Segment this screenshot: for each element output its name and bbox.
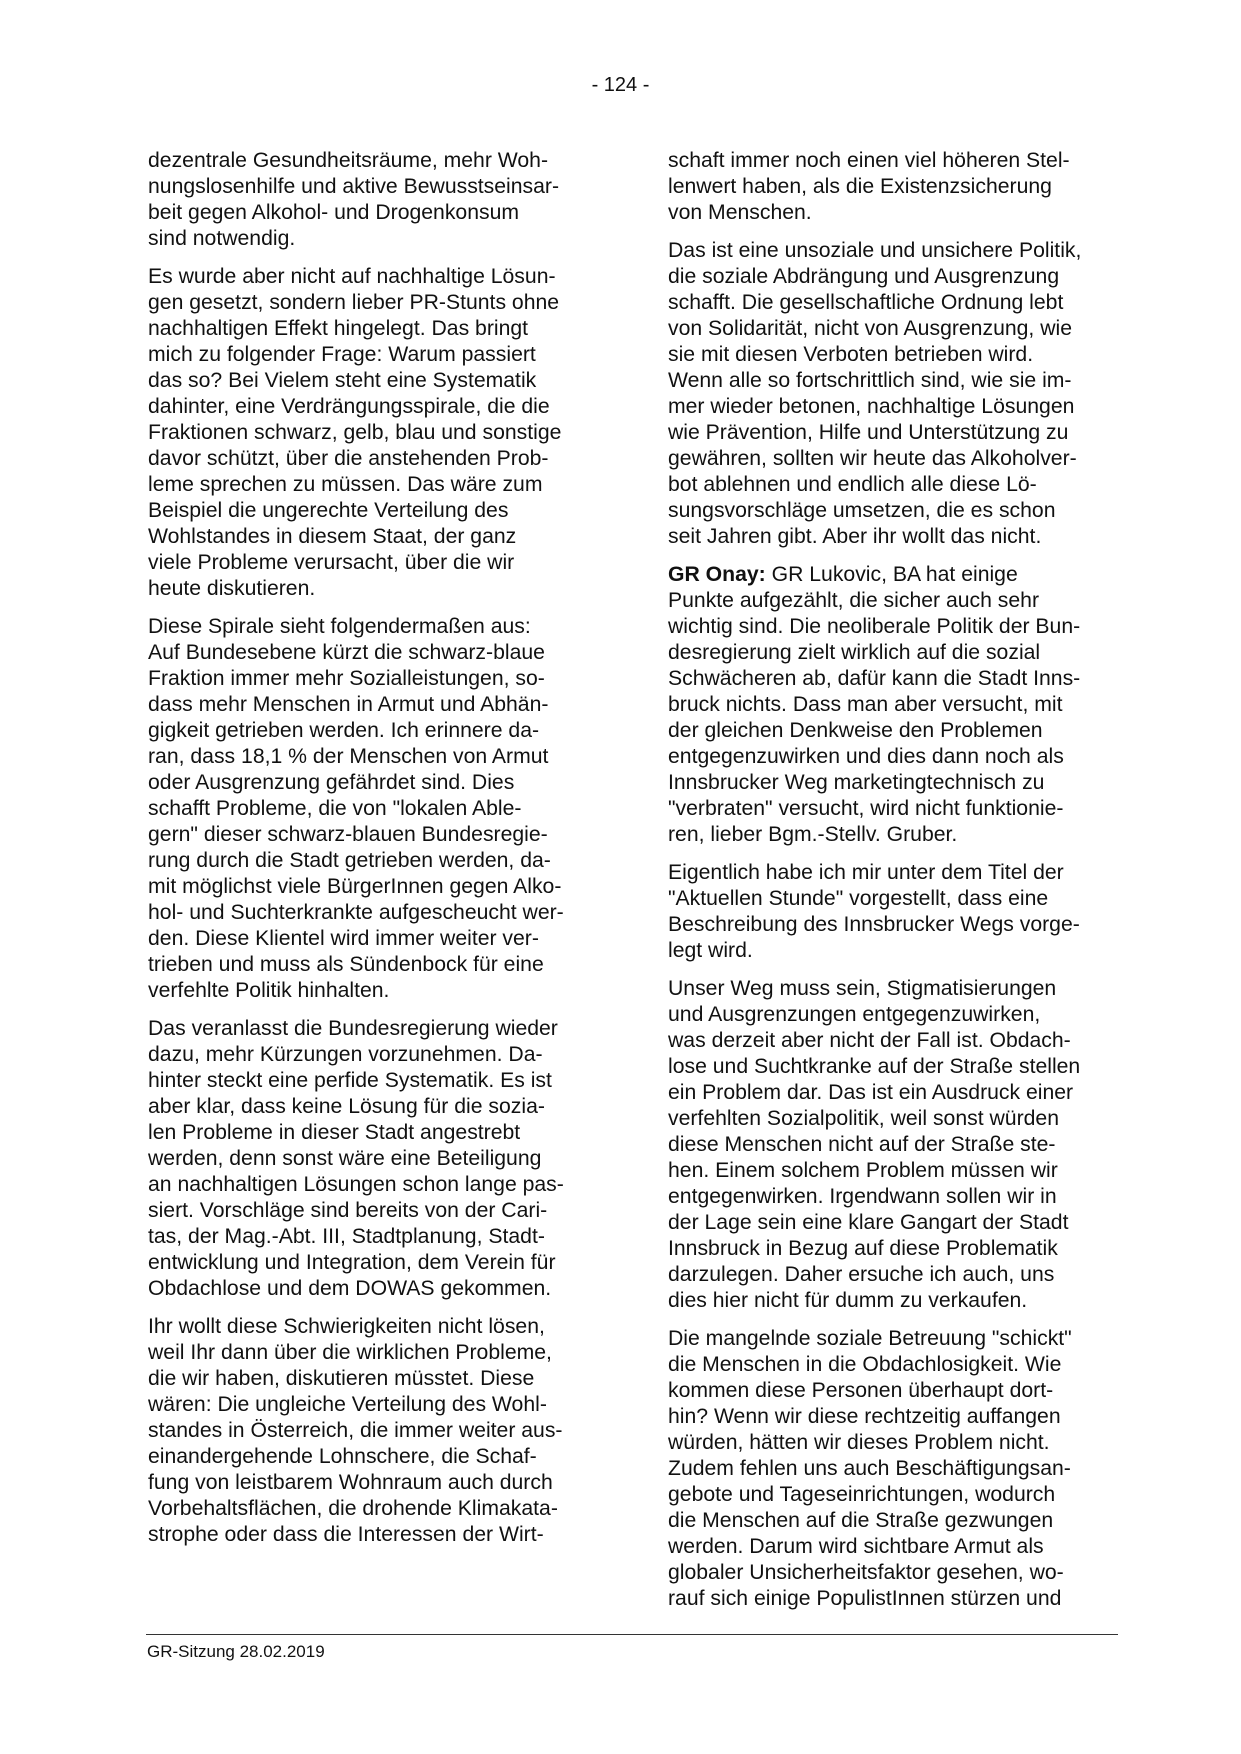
- text-line: den. Diese Klientel wird immer weiter ver-: [148, 927, 539, 950]
- text-line: Es wurde aber nicht auf nachhaltige Lösun-: [148, 265, 556, 288]
- text-line: schafft. Die gesellschaftliche Ordnung lebt: [668, 291, 1064, 314]
- text-line: Wohlstandes in diesem Staat, der ganz: [148, 525, 517, 548]
- text-line: was derzeit aber nicht der Fall ist. Obdach-: [668, 1029, 1071, 1052]
- text-line: "Aktuellen Stunde" vorgestellt, dass eine: [668, 887, 1049, 910]
- text-line: davor schützt, über die anstehenden Prob-: [148, 447, 549, 470]
- paragraph: [148, 264, 594, 602]
- text-line: viele Probleme verursacht, über die wir: [148, 551, 515, 574]
- text-line: beit gegen Alkohol- und Drogenkonsum: [148, 201, 520, 224]
- text-line: bot ablehnen und endlich alle diese Lö-: [668, 473, 1037, 496]
- paragraph: [668, 148, 1114, 226]
- text-line: rung durch die Stadt getrieben werden, da-: [148, 849, 551, 872]
- paragraph: [668, 238, 1114, 550]
- text-line: sie mit diesen Verboten betrieben wird.: [668, 343, 1034, 366]
- text-line: Innsbruck in Bezug auf diese Problematik: [668, 1237, 1058, 1260]
- text-line: Obdachlose und dem DOWAS gekommen.: [148, 1277, 552, 1300]
- text-line: wichtig sind. Die neoliberale Politik der Bun-: [668, 615, 1081, 638]
- text-line: wären: Die ungleiche Verteilung des Wohl-: [148, 1393, 547, 1416]
- text-line: mer wieder betonen, nachhaltige Lösungen: [668, 395, 1075, 418]
- text-line: wie Prävention, Hilfe und Unterstützung zu: [668, 421, 1069, 444]
- text-line: Unser Weg muss sein, Stigmatisierungen: [668, 977, 1057, 1000]
- text-line: die wir haben, diskutieren müsstet. Diese: [148, 1367, 535, 1390]
- text-line: hin? Wenn wir diese rechtzeitig auffangen: [668, 1405, 1061, 1428]
- text-line: Auf Bundesebene kürzt die schwarz-blaue: [148, 641, 545, 664]
- footer-divider: [146, 1634, 1118, 1635]
- text-line: gewähren, sollten wir heute das Alkoholver-: [668, 447, 1077, 470]
- text-line: siert. Vorschläge sind bereits von der Cari-: [148, 1199, 548, 1222]
- paragraph: [148, 148, 594, 252]
- text-line: nungslosenhilfe und aktive Bewusstseinsar-: [148, 175, 560, 198]
- text-line: ran, dass 18,1 % der Menschen von Armut: [148, 745, 549, 768]
- text-line: gigkeit getrieben werden. Ich erinnere da-: [148, 719, 540, 742]
- text-line: rauf sich einige PopulistInnen stürzen und: [668, 1587, 1062, 1610]
- text-line: bruck nichts. Dass man aber versucht, mit: [668, 693, 1063, 716]
- text-line: dazu, mehr Kürzungen vorzunehmen. Da-: [148, 1043, 543, 1066]
- footer-session-date: GR-Sitzung 28.02.2019: [147, 1642, 325, 1661]
- text-line: len Probleme in dieser Stadt angestrebt: [148, 1121, 521, 1144]
- right-column: [668, 148, 1114, 1624]
- text-line: die soziale Abdrängung und Ausgrenzung: [668, 265, 1060, 288]
- text-line: gen gesetzt, sondern lieber PR-Stunts ohne: [148, 291, 560, 314]
- text-line: Vorbehaltsflächen, die drohende Klimakata-: [148, 1497, 558, 1520]
- text-line: Beschreibung des Innsbrucker Wegs vorge-: [668, 913, 1080, 936]
- text-line: Das veranlasst die Bundesregierung wieder: [148, 1017, 558, 1040]
- text-line: entwicklung und Integration, dem Verein für: [148, 1251, 556, 1274]
- text-line: mich zu folgender Frage: Warum passiert: [148, 343, 536, 366]
- text-line: dass mehr Menschen in Armut und Abhän-: [148, 693, 549, 716]
- text-line: Beispiel die ungerechte Verteilung des: [148, 499, 509, 522]
- text-line: würden, hätten wir dieses Problem nicht.: [668, 1431, 1050, 1454]
- text-line: nachhaltigen Effekt hingelegt. Das bringt: [148, 317, 529, 340]
- text-line: dahinter, eine Verdrängungsspirale, die die: [148, 395, 550, 418]
- text-line: sungsvorschläge umsetzen, die es schon: [668, 499, 1056, 522]
- text-line: der gleichen Denkweise den Problemen: [668, 719, 1043, 742]
- text-line: strophe oder dass die Interessen der Wirt-: [148, 1523, 544, 1546]
- text-line: verfehlte Politik hinhalten.: [148, 979, 390, 1002]
- text-line: der Lage sein eine klare Gangart der Stadt: [668, 1211, 1069, 1234]
- text-line: dezentrale Gesundheitsräume, mehr Woh-: [148, 149, 549, 172]
- text-line: Innsbrucker Weg marketingtechnisch zu: [668, 771, 1045, 794]
- text-line: Fraktionen schwarz, gelb, blau und sonstige: [148, 421, 562, 444]
- text-line: trieben und muss als Sündenbock für eine: [148, 953, 544, 976]
- text-line: schaft immer noch einen viel höheren Stel-: [668, 149, 1070, 172]
- text-line: leme sprechen zu müssen. Das wäre zum: [148, 473, 543, 496]
- text-line: verfehlten Sozialpolitik, weil sonst würden: [668, 1107, 1059, 1130]
- speaker-name: GR Onay:: [668, 563, 766, 586]
- text-line: werden. Darum wird sichtbare Armut als: [668, 1535, 1044, 1558]
- text-line: Das ist eine unsoziale und unsichere Politik,: [668, 239, 1082, 262]
- text-line: von Menschen.: [668, 201, 812, 224]
- text-line: mit möglichst viele BürgerInnen gegen Alko-: [148, 875, 562, 898]
- text-line: Zudem fehlen uns auch Beschäftigungsan-: [668, 1457, 1071, 1480]
- paragraph: [148, 1016, 594, 1302]
- text-line: entgegenwirken. Irgendwann sollen wir in: [668, 1185, 1057, 1208]
- text-line: diese Menschen nicht auf der Straße ste-: [668, 1133, 1056, 1156]
- text-line: hol- und Suchterkrankte aufgescheucht wer-: [148, 901, 564, 924]
- text-line: hen. Einem solchem Problem müssen wir: [668, 1159, 1058, 1182]
- text-line: Wenn alle so fortschrittlich sind, wie sie im-: [668, 369, 1072, 392]
- text-line: Eigentlich habe ich mir unter dem Titel der: [668, 861, 1064, 884]
- text-line: schafft Probleme, die von "lokalen Able-: [148, 797, 522, 820]
- text-line: und Ausgrenzungen entgegenzuwirken,: [668, 1003, 1041, 1026]
- text-line: das so? Bei Vielem steht eine Systematik: [148, 369, 537, 392]
- text-line: standes in Österreich, die immer weiter aus-: [148, 1419, 563, 1442]
- paragraph: [148, 1314, 594, 1548]
- paragraph: [668, 1326, 1114, 1612]
- left-column: [148, 148, 594, 1560]
- text-line: globaler Unsicherheitsfaktor gesehen, wo-: [668, 1561, 1064, 1584]
- text-fragment: GR Lukovic, BA hat einige: [765, 563, 1018, 586]
- text-line: ren, lieber Bgm.-Stellv. Gruber.: [668, 823, 958, 846]
- text-line: lenwert haben, als die Existenzsicherung: [668, 175, 1052, 198]
- text-line: seit Jahren gibt. Aber ihr wollt das nicht.: [668, 525, 1042, 548]
- text-line: Fraktion immer mehr Sozialleistungen, so-: [148, 667, 545, 690]
- speaker-paragraph: [668, 562, 1114, 848]
- text-line: an nachhaltigen Lösungen schon lange pas-: [148, 1173, 564, 1196]
- text-line: darzulegen. Daher ersuche ich auch, uns: [668, 1263, 1055, 1286]
- text-line: lose und Suchtkranke auf der Straße stellen: [668, 1055, 1081, 1078]
- text-line: werden, denn sonst wäre eine Beteiligung: [148, 1147, 542, 1170]
- text-line: einandergehende Lohnschere, die Schaf-: [148, 1445, 537, 1468]
- text-line: oder Ausgrenzung gefährdet sind. Dies: [148, 771, 515, 794]
- text-line: legt wird.: [668, 939, 753, 962]
- text-line: Punkte aufgezählt, die sicher auch sehr: [668, 589, 1040, 612]
- paragraph: [148, 614, 594, 1004]
- text-line: "verbraten" versucht, wird nicht funktionie-: [668, 797, 1064, 820]
- text-line: desregierung zielt wirklich auf die sozial: [668, 641, 1041, 664]
- text-line: entgegenzuwirken und dies dann noch als: [668, 745, 1064, 768]
- text-line: von Solidarität, nicht von Ausgrenzung, wie: [668, 317, 1072, 340]
- text-line: sind notwendig.: [148, 227, 296, 250]
- text-line: aber klar, dass keine Lösung für die sozia-: [148, 1095, 545, 1118]
- text-line: weil Ihr dann über die wirklichen Probleme,: [148, 1341, 552, 1364]
- text-line: dies hier nicht für dumm zu verkaufen.: [668, 1289, 1028, 1312]
- text-line: tas, der Mag.-Abt. III, Stadtplanung, Stadt-: [148, 1225, 545, 1248]
- text-line: [668, 562, 1114, 588]
- text-line: heute diskutieren.: [148, 577, 316, 600]
- paragraph: [668, 976, 1114, 1314]
- text-line: fung von leistbarem Wohnraum auch durch: [148, 1471, 553, 1494]
- text-line: kommen diese Personen überhaupt dort-: [668, 1379, 1054, 1402]
- text-line: gebote und Tageseinrichtungen, wodurch: [668, 1483, 1056, 1506]
- text-line: Diese Spirale sieht folgendermaßen aus:: [148, 615, 531, 638]
- text-line: die Menschen auf die Straße gezwungen: [668, 1509, 1054, 1532]
- text-line: Die mangelnde soziale Betreuung "schickt": [668, 1327, 1072, 1350]
- paragraph: [668, 860, 1114, 964]
- text-line: ein Problem dar. Das ist ein Ausdruck einer: [668, 1081, 1074, 1104]
- text-line: Schwächeren ab, dafür kann die Stadt Inns-: [668, 667, 1081, 690]
- text-line: gern" dieser schwarz-blauen Bundesregie-: [148, 823, 548, 846]
- text-line: Ihr wollt diese Schwierigkeiten nicht lösen,: [148, 1315, 545, 1338]
- text-line: hinter steckt eine perfide Systematik. Es ist: [148, 1069, 552, 1092]
- text-line: die Menschen in die Obdachlosigkeit. Wie: [668, 1353, 1062, 1376]
- page-number: - 124 -: [591, 74, 650, 96]
